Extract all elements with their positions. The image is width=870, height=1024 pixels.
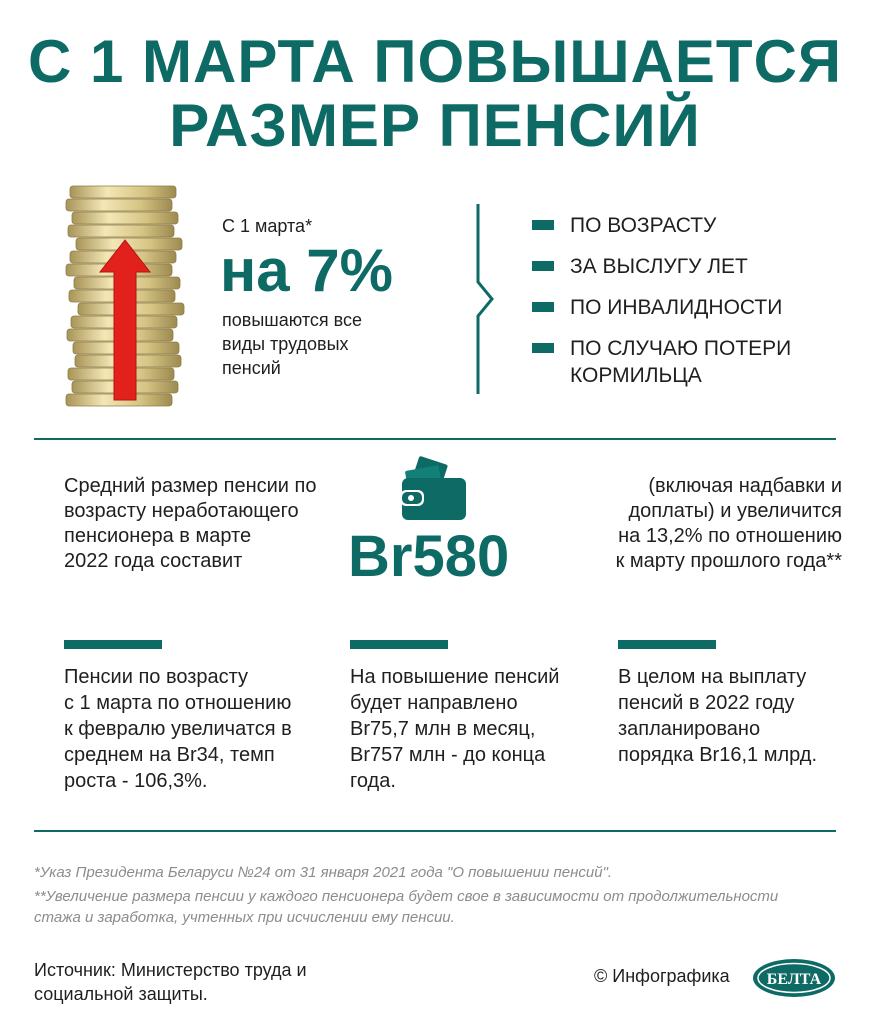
source-note — [34, 958, 354, 1006]
increase-description-line: повышаются все — [222, 310, 362, 330]
fact-bar — [618, 640, 716, 649]
category-label — [570, 335, 791, 389]
category-label: ПО ИНВАЛИДНОСТИ — [570, 296, 783, 319]
coin-stack-icon — [40, 180, 190, 408]
bullet-icon — [532, 302, 554, 312]
increase-description — [222, 308, 422, 380]
coin-layer — [70, 186, 176, 198]
average-details-line: к марту прошлого года** — [615, 550, 842, 572]
fact-line: Br757 млн - до конца — [350, 744, 546, 766]
divider-bottom — [34, 830, 836, 832]
page-title-line-1: С 1 МАРТА ПОВЫШАЕТСЯ — [27, 28, 843, 95]
category-label: ЗА ВЫСЛУГУ ЛЕТ — [570, 255, 748, 278]
source-line: социальной защиты. — [34, 984, 208, 1004]
bullet-icon — [532, 261, 554, 271]
fact-funding — [350, 664, 590, 794]
fact-line: к февралю увеличатся в — [64, 718, 292, 740]
increase-percent: на 7% — [220, 237, 393, 304]
belta-logo — [752, 958, 836, 998]
average-intro-line: пенсионера в марте — [64, 525, 252, 547]
average-intro — [64, 474, 354, 574]
page-title-line-2: РАЗМЕР ПЕНСИЙ — [169, 92, 701, 159]
fact-line: будет направлено — [350, 692, 518, 714]
source-line: Источник: Министерство труда и — [34, 960, 307, 980]
fact-total — [618, 664, 848, 768]
footnote-2-line-2: стажа и заработка, учтенных при исчислении ему пенсии. — [34, 909, 455, 926]
fact-bar — [64, 640, 162, 649]
copyright-label: © Инфографика — [594, 966, 730, 986]
coin-layer — [72, 212, 178, 224]
logo-text: БЕЛТА — [766, 971, 822, 988]
increase-date-note: С 1 марта* — [222, 216, 313, 236]
fact-line: запланировано — [618, 718, 761, 740]
average-intro-line: Средний размер пенсии по — [64, 475, 317, 497]
average-intro-line: 2022 года составит — [64, 550, 243, 572]
fact-line: Br75,7 млн в месяц, — [350, 718, 536, 740]
average-amount: Br580 — [348, 524, 510, 589]
bullet-icon — [532, 343, 554, 353]
fact-line: На повышение пенсий — [350, 666, 560, 688]
average-details-line: на 13,2% по отношению — [618, 525, 842, 547]
fact-line: Пенсии по возрасту — [64, 666, 249, 688]
bullet-icon — [532, 220, 554, 230]
average-details-line: (включая надбавки и — [648, 475, 842, 497]
fact-age-pension — [64, 664, 334, 794]
fact-line: года. — [350, 770, 396, 792]
average-details — [582, 474, 842, 574]
footnote-2-line-1: **Увеличение размера пенсии у каждого пенсионера будет свое в зависимости от продолжительности — [34, 888, 779, 905]
increase-description-line: пенсий — [222, 358, 281, 378]
fact-line: пенсий в 2022 году — [618, 692, 795, 714]
fact-bar — [350, 640, 448, 649]
fact-line: роста - 106,3%. — [64, 770, 208, 792]
coin-layer — [66, 199, 172, 211]
category-label: ПО ВОЗРАСТУ — [570, 214, 717, 237]
fact-line: с 1 марта по отношению — [64, 692, 292, 714]
fact-line: среднем на Br34, темп — [64, 744, 275, 766]
divider-top — [34, 438, 836, 440]
bracket-divider-icon — [468, 204, 508, 394]
category-label-line: КОРМИЛЬЦА — [570, 364, 702, 387]
coin-layer — [68, 225, 174, 237]
fact-line: порядка Br16,1 млрд. — [618, 744, 818, 766]
wallet-icon — [398, 456, 470, 522]
average-details-line: доплаты) и увеличится — [628, 500, 842, 522]
category-label-line: ПО СЛУЧАЮ ПОТЕРИ — [570, 337, 792, 360]
average-intro-line: возрасту неработающего — [64, 500, 299, 522]
footnote-1: *Указ Президента Беларуси №24 от 31 января 2021 года "О повышении пенсий". — [34, 864, 613, 881]
fact-line: В целом на выплату — [618, 666, 807, 688]
increase-description-line: виды трудовых — [222, 334, 349, 354]
